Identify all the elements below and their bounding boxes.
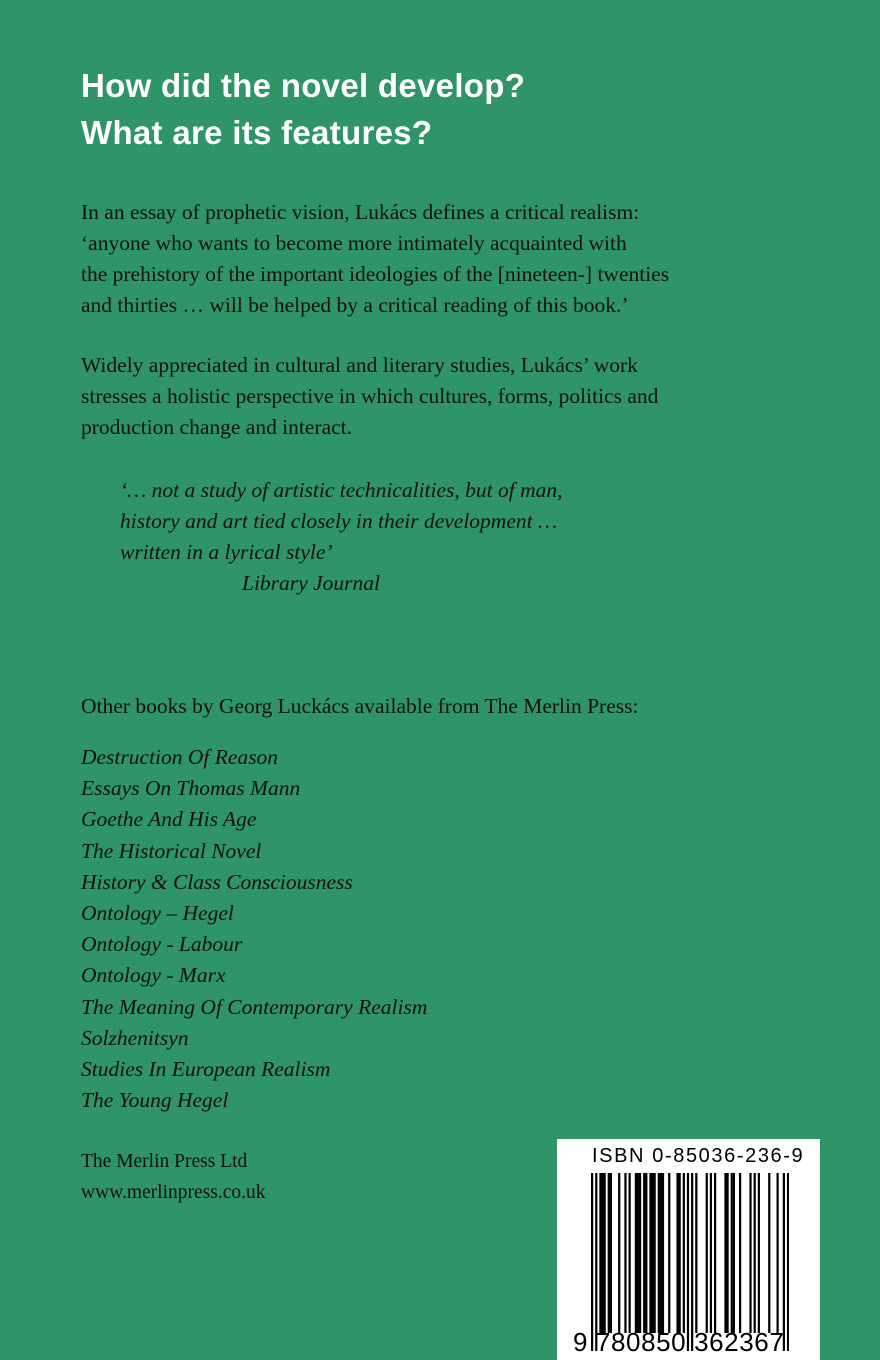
barcode-bar (604, 1173, 606, 1333)
paragraph-line: Widely appreciated in cultural and literary studies, Lukács’ work (81, 353, 638, 377)
barcode-bar (668, 1173, 670, 1333)
paragraph-line: In an essay of prophetic vision, Lukács defines a critical realism: (81, 200, 640, 224)
barcode-bar (733, 1173, 735, 1333)
barcode-bar (758, 1173, 760, 1333)
barcode-bar (601, 1173, 603, 1333)
book-title: Goethe And His Age (81, 807, 257, 832)
book-title: The Young Hegel (81, 1088, 229, 1113)
paragraph-line: ‘anyone who wants to become more intimately acquainted with (81, 231, 627, 255)
barcode-bar (714, 1173, 716, 1333)
publisher-name: The Merlin Press Ltd (81, 1151, 248, 1172)
ean-digits: 9 780850 362367 (573, 1327, 785, 1357)
book-title: Ontology - Labour (81, 932, 243, 957)
paragraph-line: stresses a holistic perspective in which cultures, forms, politics and (81, 384, 659, 408)
barcode-bar (649, 1173, 651, 1333)
barcode-bar (706, 1173, 708, 1333)
barcode-bar (683, 1173, 685, 1333)
barcode-bar (726, 1173, 728, 1333)
barcode-bar (651, 1173, 653, 1333)
barcode-bar (776, 1173, 778, 1333)
barcode-bar (639, 1173, 641, 1333)
barcode-bar (654, 1173, 656, 1333)
barcode-guard-bar (787, 1173, 789, 1351)
barcode-bar (679, 1173, 681, 1333)
barcode-bar (658, 1173, 660, 1333)
barcode-guard-bar (783, 1173, 785, 1351)
barcode-bar (610, 1173, 612, 1333)
quote-line: written in a lyrical style’ (120, 540, 333, 564)
book-title: Ontology - Marx (81, 963, 226, 988)
other-books-list (81, 742, 427, 1116)
barcode-bar (731, 1173, 733, 1333)
barcode-bar (695, 1173, 697, 1333)
paragraph-line: the prehistory of the important ideologies of the [nineteen-] twenties (81, 262, 670, 286)
description-paragraph-2 (81, 350, 821, 443)
barcode-bar (676, 1173, 678, 1333)
barcode-bar (768, 1173, 770, 1333)
barcode-bar (643, 1173, 645, 1333)
barcode-icon (591, 1173, 789, 1351)
other-books-intro: Other books by Georg Luckács available from The Merlin Press: (81, 694, 639, 718)
book-title: The Meaning Of Contemporary Realism (81, 994, 428, 1019)
book-title: History & Class Consciousness (81, 869, 353, 894)
barcode-bar (662, 1173, 664, 1333)
barcode-guard-bar (687, 1173, 689, 1351)
book-title: The Historical Novel (81, 838, 262, 863)
barcode-panel (557, 1139, 820, 1360)
barcode-bar (754, 1173, 756, 1333)
barcode-bar (724, 1173, 726, 1333)
quote-source: Library Journal (242, 571, 380, 595)
barcode-bar (637, 1173, 639, 1333)
barcode-guard-bar (591, 1173, 593, 1351)
barcode-bar (645, 1173, 647, 1333)
barcode-bar (749, 1173, 751, 1333)
book-title: Destruction Of Reason (81, 745, 279, 769)
barcode-bar (624, 1173, 626, 1333)
barcode-bar (629, 1173, 631, 1333)
barcode-bar (599, 1173, 601, 1333)
paragraph-line: and thirties … will be helped by a critical reading of this book.’ (81, 293, 629, 317)
book-title: Solzhenitsyn (81, 1025, 189, 1050)
isbn-label: ISBN 0-85036-236-9 (592, 1145, 805, 1167)
headline-line-1: How did the novel develop? (81, 67, 526, 104)
book-title: Ontology – Hegel (81, 901, 234, 926)
barcode-guard-bar (595, 1173, 597, 1351)
quote-line: history and art tied closely in their development … (120, 509, 558, 533)
barcode-bar (618, 1173, 620, 1333)
book-title: Essays On Thomas Mann (81, 776, 301, 801)
barcode-bar (660, 1173, 662, 1333)
barcode-guard-bar (691, 1173, 693, 1351)
quote-line: ‘… not a study of artistic technicalities, but of man, (120, 478, 563, 502)
publisher-website: www.merlinpress.co.uk (81, 1182, 266, 1203)
publisher-info (81, 1146, 266, 1208)
description-paragraph-1 (81, 197, 821, 321)
barcode-bar (710, 1173, 712, 1333)
barcode-bar (635, 1173, 637, 1333)
paragraph-line: production change and interact. (81, 415, 353, 439)
headline (81, 62, 801, 156)
barcode-bar (739, 1173, 741, 1333)
headline-line-2: What are its features? (81, 114, 433, 151)
barcode-bar (608, 1173, 610, 1333)
review-quote (120, 475, 720, 599)
book-title: Studies In European Realism (81, 1057, 331, 1082)
